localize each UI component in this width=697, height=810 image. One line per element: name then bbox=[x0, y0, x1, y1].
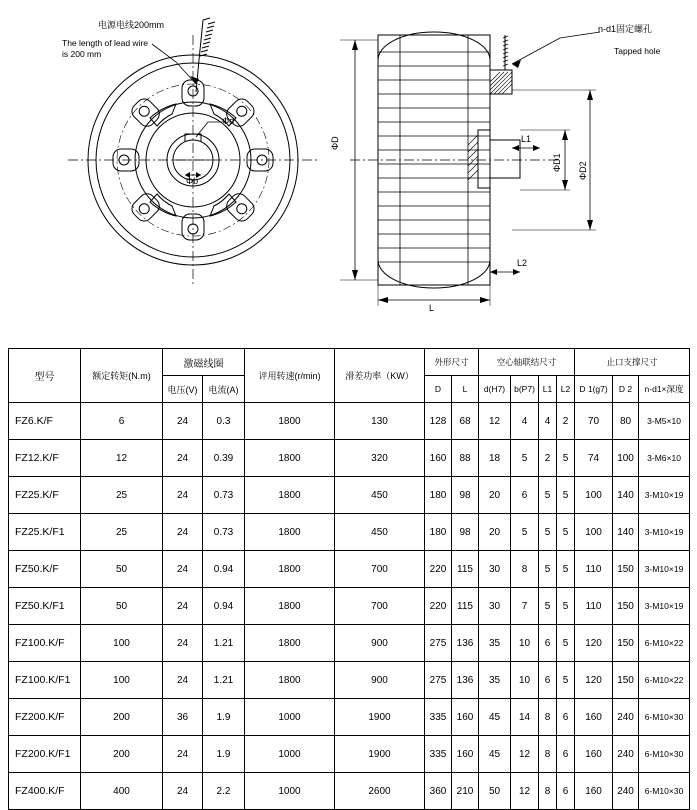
phi-d-label: Φd bbox=[222, 116, 235, 126]
cell-b: 10 bbox=[511, 625, 539, 662]
cell-slip: 1900 bbox=[335, 736, 425, 773]
cell-D2: 150 bbox=[613, 662, 639, 699]
cell-speed: 1800 bbox=[245, 588, 335, 625]
cell-b: 14 bbox=[511, 699, 539, 736]
cell-torque: 100 bbox=[81, 625, 163, 662]
cell-b: 12 bbox=[511, 736, 539, 773]
cell-D1: 120 bbox=[575, 625, 613, 662]
lead-wire-label-en-line1: The length of lead wire bbox=[62, 38, 148, 48]
cell-b: 12 bbox=[511, 773, 539, 810]
header-D2: D 2 bbox=[613, 376, 639, 403]
cell-D1: 100 bbox=[575, 514, 613, 551]
cell-L: 115 bbox=[452, 588, 479, 625]
cell-L1: 2 bbox=[539, 440, 557, 477]
header-d-h7: d(H7) bbox=[479, 376, 511, 403]
cell-L1: 8 bbox=[539, 773, 557, 810]
cell-torque: 200 bbox=[81, 736, 163, 773]
cell-d: 35 bbox=[479, 662, 511, 699]
header-slip-power: 滑差功率（KW） bbox=[335, 349, 425, 403]
technical-drawing bbox=[0, 0, 697, 330]
cell-L: 136 bbox=[452, 625, 479, 662]
cell-D1: 110 bbox=[575, 551, 613, 588]
cell-nd1: 3-M6×10 bbox=[639, 440, 690, 477]
cell-L: 160 bbox=[452, 699, 479, 736]
tapped-hole-label-en: Tapped hole bbox=[614, 46, 661, 56]
cell-L1: 4 bbox=[539, 403, 557, 440]
cell-L2: 5 bbox=[557, 588, 575, 625]
cell-D2: 240 bbox=[613, 699, 639, 736]
cell-b: 7 bbox=[511, 588, 539, 625]
table-row bbox=[9, 403, 690, 440]
cell-D2: 80 bbox=[613, 403, 639, 440]
cell-torque: 25 bbox=[81, 514, 163, 551]
cell-voltage: 24 bbox=[163, 403, 203, 440]
cell-L2: 5 bbox=[557, 662, 575, 699]
cell-L2: 5 bbox=[557, 514, 575, 551]
cell-D: 220 bbox=[425, 551, 452, 588]
cell-L: 136 bbox=[452, 662, 479, 699]
header-hollow-shaft-group: 空心轴联结尺寸 bbox=[479, 349, 575, 376]
cell-slip: 450 bbox=[335, 514, 425, 551]
cell-D2: 140 bbox=[613, 514, 639, 551]
cell-slip: 130 bbox=[335, 403, 425, 440]
cell-L2: 5 bbox=[557, 551, 575, 588]
table-row bbox=[9, 625, 690, 662]
cell-L1: 6 bbox=[539, 625, 557, 662]
cell-torque: 12 bbox=[81, 440, 163, 477]
cell-L2: 5 bbox=[557, 625, 575, 662]
cell-L2: 6 bbox=[557, 736, 575, 773]
cell-slip: 700 bbox=[335, 551, 425, 588]
cell-nd1: 6-M10×22 bbox=[639, 662, 690, 699]
cell-torque: 400 bbox=[81, 773, 163, 810]
cell-voltage: 36 bbox=[163, 699, 203, 736]
tapped-hole-label-cn: n-d1固定螺孔 bbox=[598, 24, 653, 34]
cell-D: 360 bbox=[425, 773, 452, 810]
cell-D2: 140 bbox=[613, 477, 639, 514]
cell-L: 160 bbox=[452, 736, 479, 773]
cell-model: FZ200.K/F bbox=[9, 699, 81, 736]
cell-L: 68 bbox=[452, 403, 479, 440]
cell-speed: 1800 bbox=[245, 440, 335, 477]
cell-nd1: 6-M10×30 bbox=[639, 736, 690, 773]
header-model: 型号 bbox=[9, 349, 81, 403]
L-label: L bbox=[429, 303, 435, 313]
cell-L2: 5 bbox=[557, 477, 575, 514]
cell-d: 18 bbox=[479, 440, 511, 477]
cell-model: FZ400.K/F bbox=[9, 773, 81, 810]
phi-b-label: Φb bbox=[186, 176, 199, 186]
table-row bbox=[9, 699, 690, 736]
cell-L1: 8 bbox=[539, 736, 557, 773]
table-row bbox=[9, 736, 690, 773]
phi-D-label: ΦD bbox=[330, 136, 340, 150]
spec-table-wrapper bbox=[8, 348, 689, 810]
cell-b: 6 bbox=[511, 477, 539, 514]
header-rated-speed: 评用转速(r/min) bbox=[245, 349, 335, 403]
cell-d: 50 bbox=[479, 773, 511, 810]
cell-current: 2.2 bbox=[203, 773, 245, 810]
cell-current: 0.3 bbox=[203, 403, 245, 440]
drawing-svg bbox=[0, 0, 697, 330]
cell-D: 180 bbox=[425, 477, 452, 514]
cell-model: FZ100.K/F1 bbox=[9, 662, 81, 699]
cell-model: FZ6.K/F bbox=[9, 403, 81, 440]
cell-speed: 1000 bbox=[245, 736, 335, 773]
cell-model: FZ25.K/F bbox=[9, 477, 81, 514]
cell-torque: 50 bbox=[81, 588, 163, 625]
cell-D1: 74 bbox=[575, 440, 613, 477]
table-header-row-1 bbox=[9, 349, 690, 376]
cell-L1: 5 bbox=[539, 514, 557, 551]
cell-D: 335 bbox=[425, 699, 452, 736]
cell-torque: 50 bbox=[81, 551, 163, 588]
cell-current: 1.21 bbox=[203, 662, 245, 699]
cell-L: 115 bbox=[452, 551, 479, 588]
header-L2: L2 bbox=[557, 376, 575, 403]
table-row bbox=[9, 514, 690, 551]
cell-d: 20 bbox=[479, 477, 511, 514]
cell-speed: 1000 bbox=[245, 773, 335, 810]
cell-L: 98 bbox=[452, 514, 479, 551]
cell-D1: 110 bbox=[575, 588, 613, 625]
header-L1: L1 bbox=[539, 376, 557, 403]
cell-L: 98 bbox=[452, 477, 479, 514]
cell-b: 5 bbox=[511, 440, 539, 477]
header-outer-dim-group: 外形尺寸 bbox=[425, 349, 479, 376]
cell-current: 1.9 bbox=[203, 736, 245, 773]
cell-D2: 240 bbox=[613, 773, 639, 810]
cell-slip: 900 bbox=[335, 625, 425, 662]
cell-slip: 2600 bbox=[335, 773, 425, 810]
cell-L1: 5 bbox=[539, 588, 557, 625]
cell-D1: 160 bbox=[575, 699, 613, 736]
cell-L: 88 bbox=[452, 440, 479, 477]
cell-D1: 70 bbox=[575, 403, 613, 440]
cell-speed: 1800 bbox=[245, 625, 335, 662]
cell-voltage: 24 bbox=[163, 551, 203, 588]
cell-b: 10 bbox=[511, 662, 539, 699]
cell-d: 35 bbox=[479, 625, 511, 662]
header-b-p7: b(P7) bbox=[511, 376, 539, 403]
cell-d: 45 bbox=[479, 699, 511, 736]
cell-current: 1.21 bbox=[203, 625, 245, 662]
cell-L2: 6 bbox=[557, 773, 575, 810]
cell-voltage: 24 bbox=[163, 773, 203, 810]
cell-current: 0.94 bbox=[203, 588, 245, 625]
cell-nd1: 3-M10×19 bbox=[639, 477, 690, 514]
cell-current: 0.39 bbox=[203, 440, 245, 477]
cell-voltage: 24 bbox=[163, 514, 203, 551]
table-row bbox=[9, 440, 690, 477]
table-row bbox=[9, 551, 690, 588]
cell-slip: 700 bbox=[335, 588, 425, 625]
cell-voltage: 24 bbox=[163, 588, 203, 625]
cell-L1: 8 bbox=[539, 699, 557, 736]
header-D: D bbox=[425, 376, 452, 403]
cell-speed: 1800 bbox=[245, 477, 335, 514]
cell-b: 8 bbox=[511, 551, 539, 588]
cell-current: 0.73 bbox=[203, 514, 245, 551]
cell-torque: 6 bbox=[81, 403, 163, 440]
cell-D: 180 bbox=[425, 514, 452, 551]
cell-L1: 5 bbox=[539, 477, 557, 514]
cell-model: FZ50.K/F bbox=[9, 551, 81, 588]
cell-L2: 2 bbox=[557, 403, 575, 440]
cell-slip: 900 bbox=[335, 662, 425, 699]
cell-D1: 120 bbox=[575, 662, 613, 699]
cell-D1: 160 bbox=[575, 773, 613, 810]
cell-D2: 150 bbox=[613, 625, 639, 662]
header-rated-torque: 额定转矩(N.m) bbox=[81, 349, 163, 403]
cell-speed: 1800 bbox=[245, 403, 335, 440]
cell-model: FZ100.K/F bbox=[9, 625, 81, 662]
cell-D1: 160 bbox=[575, 736, 613, 773]
cell-slip: 320 bbox=[335, 440, 425, 477]
cell-current: 0.94 bbox=[203, 551, 245, 588]
header-voltage: 电压(V) bbox=[163, 376, 203, 403]
header-coil-group: 激磁线圈 bbox=[163, 349, 245, 376]
cell-voltage: 24 bbox=[163, 440, 203, 477]
cell-speed: 1800 bbox=[245, 662, 335, 699]
cell-slip: 450 bbox=[335, 477, 425, 514]
cell-voltage: 24 bbox=[163, 625, 203, 662]
lead-wire-label-en-line2: is 200 mm bbox=[62, 49, 102, 59]
cell-speed: 1800 bbox=[245, 514, 335, 551]
cell-L1: 6 bbox=[539, 662, 557, 699]
lead-wire-label-cn: 电源电线200mm bbox=[98, 20, 165, 30]
cell-D2: 150 bbox=[613, 588, 639, 625]
cell-model: FZ50.K/F1 bbox=[9, 588, 81, 625]
cell-voltage: 24 bbox=[163, 662, 203, 699]
cell-current: 1.9 bbox=[203, 699, 245, 736]
table-row bbox=[9, 477, 690, 514]
cell-b: 4 bbox=[511, 403, 539, 440]
header-L: L bbox=[452, 376, 479, 403]
table-row bbox=[9, 662, 690, 699]
table-row bbox=[9, 588, 690, 625]
cell-voltage: 24 bbox=[163, 736, 203, 773]
cell-torque: 100 bbox=[81, 662, 163, 699]
L2-label: L2 bbox=[517, 258, 528, 268]
cell-D: 335 bbox=[425, 736, 452, 773]
cell-d: 30 bbox=[479, 551, 511, 588]
cell-D2: 150 bbox=[613, 551, 639, 588]
cell-nd1: 6-M10×30 bbox=[639, 699, 690, 736]
cell-L: 210 bbox=[452, 773, 479, 810]
cell-torque: 25 bbox=[81, 477, 163, 514]
cell-D: 275 bbox=[425, 625, 452, 662]
cell-nd1: 3-M10×19 bbox=[639, 551, 690, 588]
cell-D2: 240 bbox=[613, 736, 639, 773]
cell-speed: 1000 bbox=[245, 699, 335, 736]
cell-current: 0.73 bbox=[203, 477, 245, 514]
cell-slip: 1900 bbox=[335, 699, 425, 736]
cell-d: 12 bbox=[479, 403, 511, 440]
cell-L1: 5 bbox=[539, 551, 557, 588]
cell-d: 20 bbox=[479, 514, 511, 551]
cell-D2: 100 bbox=[613, 440, 639, 477]
cell-D: 220 bbox=[425, 588, 452, 625]
header-spigot-group: 止口支撑尺寸 bbox=[575, 349, 690, 376]
cell-D: 275 bbox=[425, 662, 452, 699]
cell-model: FZ25.K/F1 bbox=[9, 514, 81, 551]
cell-L2: 5 bbox=[557, 440, 575, 477]
header-n-d1-depth: n-d1×深度 bbox=[639, 376, 690, 403]
cell-nd1: 3-M5×10 bbox=[639, 403, 690, 440]
cell-nd1: 3-M10×19 bbox=[639, 588, 690, 625]
cell-torque: 200 bbox=[81, 699, 163, 736]
cell-d: 30 bbox=[479, 588, 511, 625]
phi-D2-label: ΦD2 bbox=[578, 161, 588, 180]
cell-D: 128 bbox=[425, 403, 452, 440]
cell-model: FZ200.K/F1 bbox=[9, 736, 81, 773]
phi-D1-label: ΦD1 bbox=[552, 153, 562, 172]
cell-speed: 1800 bbox=[245, 551, 335, 588]
cell-voltage: 24 bbox=[163, 477, 203, 514]
cell-d: 45 bbox=[479, 736, 511, 773]
header-D1-g7: D 1(g7) bbox=[575, 376, 613, 403]
L1-label: L1 bbox=[521, 134, 532, 144]
table-row bbox=[9, 773, 690, 810]
table-body bbox=[9, 403, 690, 810]
specification-table bbox=[8, 348, 690, 810]
header-current: 电流(A) bbox=[203, 376, 245, 403]
cell-nd1: 6-M10×22 bbox=[639, 625, 690, 662]
cell-D1: 100 bbox=[575, 477, 613, 514]
cell-D: 160 bbox=[425, 440, 452, 477]
cell-nd1: 6-M10×30 bbox=[639, 773, 690, 810]
cell-nd1: 3-M10×19 bbox=[639, 514, 690, 551]
cell-model: FZ12.K/F bbox=[9, 440, 81, 477]
cell-b: 5 bbox=[511, 514, 539, 551]
cell-L2: 6 bbox=[557, 699, 575, 736]
